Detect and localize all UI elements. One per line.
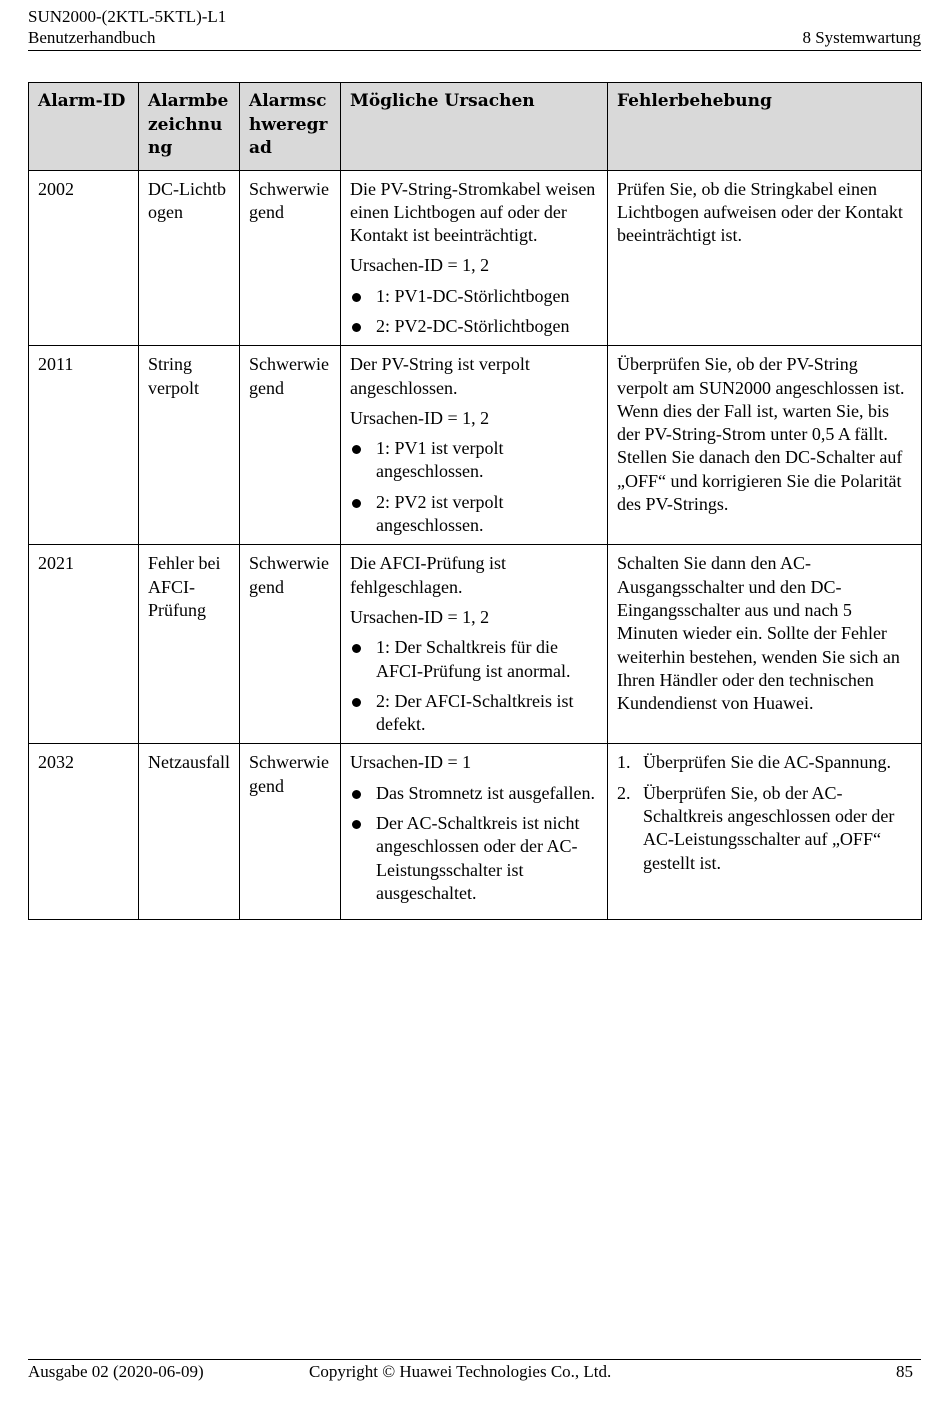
alarm-id-cell: 2021 bbox=[29, 545, 139, 744]
cause-bullet-text: 1: Der Schaltkreis für die AFCI-Prüfung ist anormal. bbox=[376, 637, 571, 681]
column-header-fix: Fehlerbehebung bbox=[608, 83, 922, 171]
document-type: Benutzerhandbuch bbox=[28, 28, 156, 47]
severity-cell: Schwerwiegend bbox=[240, 170, 341, 346]
table-row bbox=[29, 744, 922, 920]
alarm-id-cell: 2032 bbox=[29, 744, 139, 920]
causes-cell bbox=[341, 170, 608, 346]
cause-ids: Ursachen-ID = 1, 2 bbox=[350, 606, 490, 627]
page-footer bbox=[28, 1359, 921, 1381]
severity-cell: Schwerwiegend bbox=[240, 346, 341, 545]
fix-step-text: Überprüfen Sie die AC-Spannung. bbox=[643, 752, 891, 773]
cause-bullet-text: 2: PV2-DC-Störlichtbogen bbox=[376, 315, 570, 336]
alarm-name-cell: DC-Lichtbogen bbox=[139, 170, 240, 346]
table-row bbox=[29, 170, 922, 346]
cause-ids: Ursachen-ID = 1, 2 bbox=[350, 255, 490, 276]
alarm-id-cell: 2011 bbox=[29, 346, 139, 545]
fix-step-number: 2. bbox=[617, 782, 631, 803]
bullet-dot-icon bbox=[352, 790, 361, 799]
bullet-dot-icon bbox=[352, 644, 361, 653]
cause-bullet bbox=[350, 690, 598, 737]
bullet-dot-icon bbox=[352, 445, 361, 454]
bullet-dot-icon bbox=[352, 323, 361, 332]
bullet-dot-icon bbox=[352, 293, 361, 302]
alarm-name-text: String verpolt bbox=[148, 354, 199, 398]
copyright-notice: Copyright © Huawei Technologies Co., Ltd. bbox=[309, 1362, 612, 1381]
header-left bbox=[28, 6, 226, 48]
cause-bullet-text: 1: PV1 ist verpolt angeschlossen. bbox=[376, 438, 504, 482]
alarm-table bbox=[28, 82, 922, 920]
cause-ids: Ursachen-ID = 1, 2 bbox=[350, 407, 490, 428]
cause-bullet bbox=[350, 636, 598, 683]
severity-cell: Schwerwiegend bbox=[240, 545, 341, 744]
severity-cell: Schwerwiegend bbox=[240, 744, 341, 920]
product-name: SUN2000-(2KTL-5KTL)-L1 bbox=[28, 7, 227, 26]
alarm-id-cell: 2002 bbox=[29, 170, 139, 346]
fix-step bbox=[617, 782, 912, 875]
bullet-dot-icon bbox=[352, 499, 361, 508]
cause-bullet bbox=[350, 285, 598, 308]
fix-step-text: Überprüfen Sie, ob der AC-Schaltkreis angeschlossen oder der AC-Leistungsschalter auf „OFF“ gestellt ist. bbox=[643, 782, 895, 873]
causes-cell bbox=[341, 346, 608, 545]
column-header-causes: Mögliche Ursachen bbox=[341, 83, 608, 171]
cause-ids: Ursachen-ID = 1 bbox=[350, 752, 472, 773]
edition-info: Ausgabe 02 (2020-06-09) bbox=[28, 1362, 204, 1381]
cause-bullet-text: 2: Der AFCI-Schaltkreis ist defekt. bbox=[376, 690, 574, 735]
chapter-title: 8 Systemwartung bbox=[802, 28, 921, 47]
cause-bullet-text: 2: PV2 ist verpolt angeschlossen. bbox=[376, 491, 504, 536]
fix-cell: Schalten Sie dann den AC-Ausgangsschalter und den DC-Eingangsschalter aus und nach 5 Minuten wieder ein. Sollte der Fehler weiterhin bestehen, wenden Sie sich an Ihren Händler oder den technischen Kundendienst von Huawei. bbox=[608, 545, 922, 744]
cause-text: Die PV-String-Stromkabel weisen einen Lichtbogen auf oder der Kontakt ist beeinträchtigt. bbox=[350, 178, 596, 246]
fix-step-number: 1. bbox=[617, 752, 631, 773]
cause-bullet bbox=[350, 315, 598, 338]
alarm-name-cell: Netzausfall bbox=[139, 744, 240, 920]
table-row bbox=[29, 346, 922, 545]
fix-step bbox=[617, 751, 912, 774]
bullet-dot-icon bbox=[352, 820, 361, 829]
column-header-severity: Alarmschweregrad bbox=[240, 83, 341, 171]
column-header-alarm-id: Alarm-ID bbox=[29, 83, 139, 171]
cause-text: Die AFCI-Prüfung ist fehlgeschlagen. bbox=[350, 553, 507, 597]
fix-cell bbox=[608, 744, 922, 920]
column-header-alarm-name: Alarmbezeichnung bbox=[139, 83, 240, 171]
table-header-row bbox=[29, 83, 922, 171]
fix-cell: Überprüfen Sie, ob der PV-String verpolt am SUN2000 angeschlossen ist. Wenn dies der Fall ist, warten Sie, bis der PV-String-Strom unter 0,5 A fällt. Stellen Sie danach den DC-Schalter auf „OFF“ und korrigieren Sie die Polarität des PV-Strings. bbox=[608, 346, 922, 545]
causes-cell bbox=[341, 545, 608, 744]
cause-text: Der PV-String ist verpolt angeschlossen. bbox=[350, 354, 530, 398]
cause-bullet bbox=[350, 437, 598, 484]
cause-bullet-text: 1: PV1-DC-Störlichtbogen bbox=[376, 285, 570, 306]
cause-bullet bbox=[350, 491, 598, 538]
page-number: 85 bbox=[896, 1362, 913, 1381]
alarm-name-cell: Fehler bei AFCI-Prüfung bbox=[139, 545, 240, 744]
cause-bullet bbox=[350, 782, 598, 805]
fix-cell: Prüfen Sie, ob die Stringkabel einen Lichtbogen aufweisen oder der Kontakt beeinträchtigt ist. bbox=[608, 170, 922, 346]
bullet-dot-icon bbox=[352, 698, 361, 707]
cause-bullet bbox=[350, 812, 598, 905]
cause-bullet-text: Das Stromnetz ist ausgefallen. bbox=[376, 782, 595, 803]
table-row bbox=[29, 545, 922, 744]
cause-bullet-text: Der AC-Schaltkreis ist nicht angeschlossen oder der AC-Leistungsschalter ist ausgeschaltet. bbox=[376, 813, 580, 903]
causes-cell bbox=[341, 744, 608, 920]
alarm-name-cell bbox=[139, 346, 240, 545]
page-header bbox=[28, 6, 921, 51]
